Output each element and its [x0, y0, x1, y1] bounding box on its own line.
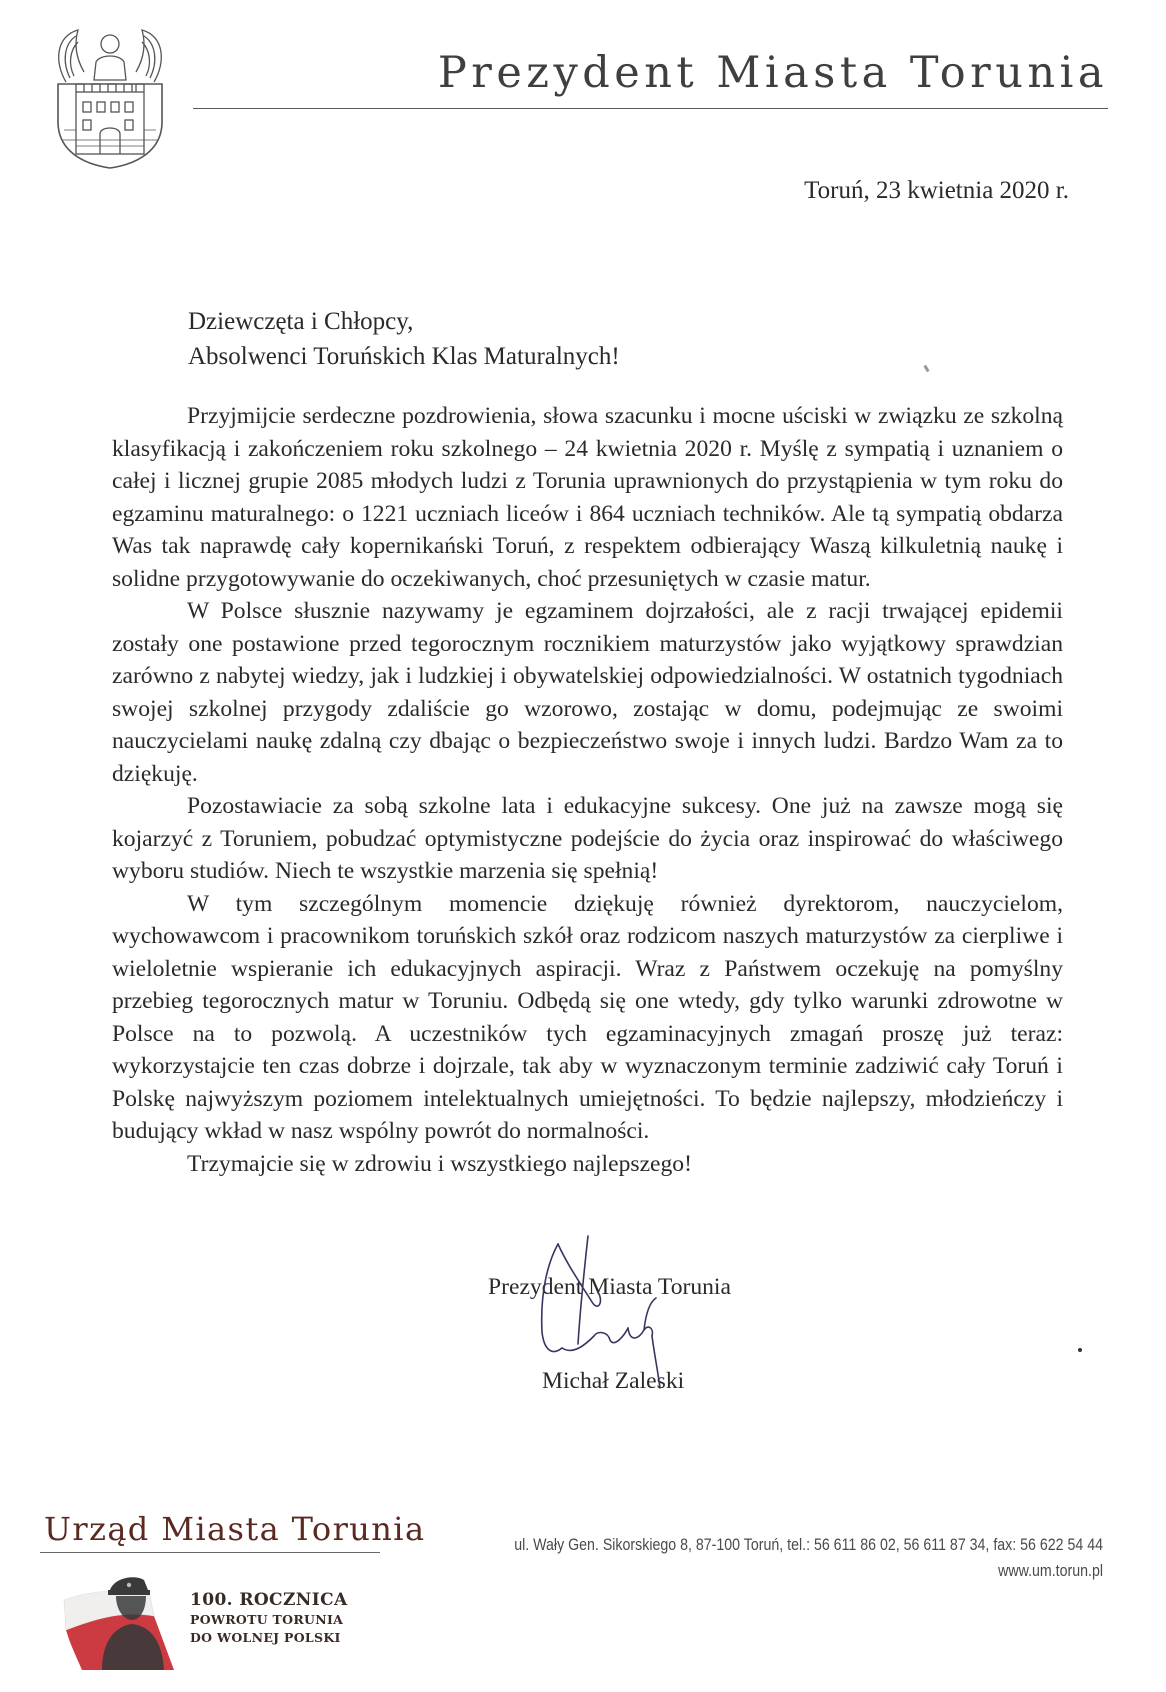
soldier-portrait-icon: [62, 1560, 192, 1670]
body-paragraph: W tym szczególnym momencie dziękuję również dyrektorom, nauczycielom, wychowawcom i pracownikom toruńskich szkół oraz rodzicom naszych maturzystów za cierpliwe i wieloletnie wspieranie ich edukacyjnych aspiracji. Wraz z Państwem oczekuję na pomyślny przebieg tegorocznych matur w Toruniu. Odbędą się one wtedy, gdy tylko warunki zdrowotne w Polsce na to pozwolą. A uczestników tych egzaminacyjnych zmagań proszę już teraz: wykorzystajcie ten czas dobrze i dojrzale, tak aby w wyznaczonym terminie zadziwić cały Toruń i Polskę najwyższym poziomem intelektualnych umiejętności. To będzie najlepszy, młodzieńczy i budujący wkład w nasz wspólny powrót do normalności.: [112, 890, 1063, 1144]
scan-mark: [923, 365, 929, 373]
anniversary-title: 100. ROCZNICA: [190, 1590, 348, 1610]
handwritten-signature-icon: [518, 1232, 688, 1382]
signature-name: Michał Zaleski: [542, 1368, 685, 1394]
anniversary-badge: [190, 1590, 348, 1650]
letter-body: [112, 400, 1063, 1180]
signature-title: Prezydent Miasta Torunia: [488, 1274, 731, 1300]
letterhead-rule: [193, 108, 1108, 109]
address-line: ul. Wały Gen. Sikorskiego 8, 87-100 Toruń, tel.: 56 611 86 02, 56 611 87 34, fax: 56 622 54 44: [514, 1536, 1103, 1554]
body-paragraph: Pozostawiacie za sobą szkolne lata i edukacyjne sukcesy. One już na zawsze mogą się kojarzyć z Toruniem, pobudzać optymistyczne podejście do życia oraz inspirować do właściwego wyboru studiów. Niech te wszystkie marzenia się spełnią!: [112, 793, 1063, 884]
office-rule: [40, 1552, 380, 1553]
scan-dot: [1078, 1348, 1082, 1352]
website-link[interactable]: www.um.torun.pl: [998, 1562, 1103, 1580]
salutation-line: Absolwenci Toruńskich Klas Maturalnych!: [188, 343, 620, 370]
torun-crest-icon: [50, 22, 170, 170]
letterhead-title: Prezydent Miasta Torunia: [437, 48, 1108, 98]
anniversary-subtitle: DO WOLNEJ POLSKI: [190, 1630, 341, 1645]
body-paragraph: Przyjmijcie serdeczne pozdrowienia, słowa szacunku i mocne uściski w związku ze szkolną klasyfikacją i zakończeniem roku szkolnego – 24 kwietnia 2020 r. Myślę z sympatią i uznaniem o całej i licznej grupie 2085 młodych ludzi z Torunia uprawnionych do przystąpienia w tym roku do egzaminu maturalnego: o 1221 uczniach liceów i 864 uczniach techników. Ale tą sympatią obdarza Was tak naprawdę cały kopernikański Toruń, z respektem odbierający Waszą kilkuletnią naukę i solidne przygotowywanie do oczekiwanych, choć przesuniętych w czasie matur.: [112, 403, 1063, 592]
body-paragraph: W Polsce słusznie nazywamy je egzaminem dojrzałości, ale z racji trwającej epidemii zostały one postawione przed tegorocznym rocznikiem maturzystów jako wyjątkowy sprawdzian zarówno z nabytej wiedzy, jak i ludzkiej i obywatelskiej odpowiedzialności. W ostatnich tygodniach swojej szkolnej przygody zdaliście go wzorowo, zostając w domu, podejmując ze swoimi nauczycielami naukę zdalną czy dbając o bezpieczeństwo swoje i innych ludzi. Bardzo Wam za to dziękuję.: [112, 598, 1063, 787]
letter-date: Toruń, 23 kwietnia 2020 r.: [804, 177, 1069, 204]
anniversary-subtitle: POWROTU TORUNIA: [190, 1612, 344, 1627]
office-address: [501, 1532, 1103, 1584]
body-paragraph: Trzymajcie się w zdrowiu i wszystkiego najlepszego!: [187, 1150, 692, 1177]
office-name: Urząd Miasta Torunia: [44, 1510, 426, 1548]
salutation-line: Dziewczęta i Chłopcy,: [188, 308, 414, 335]
signature-block: [488, 1274, 788, 1424]
salutation: [188, 304, 620, 374]
